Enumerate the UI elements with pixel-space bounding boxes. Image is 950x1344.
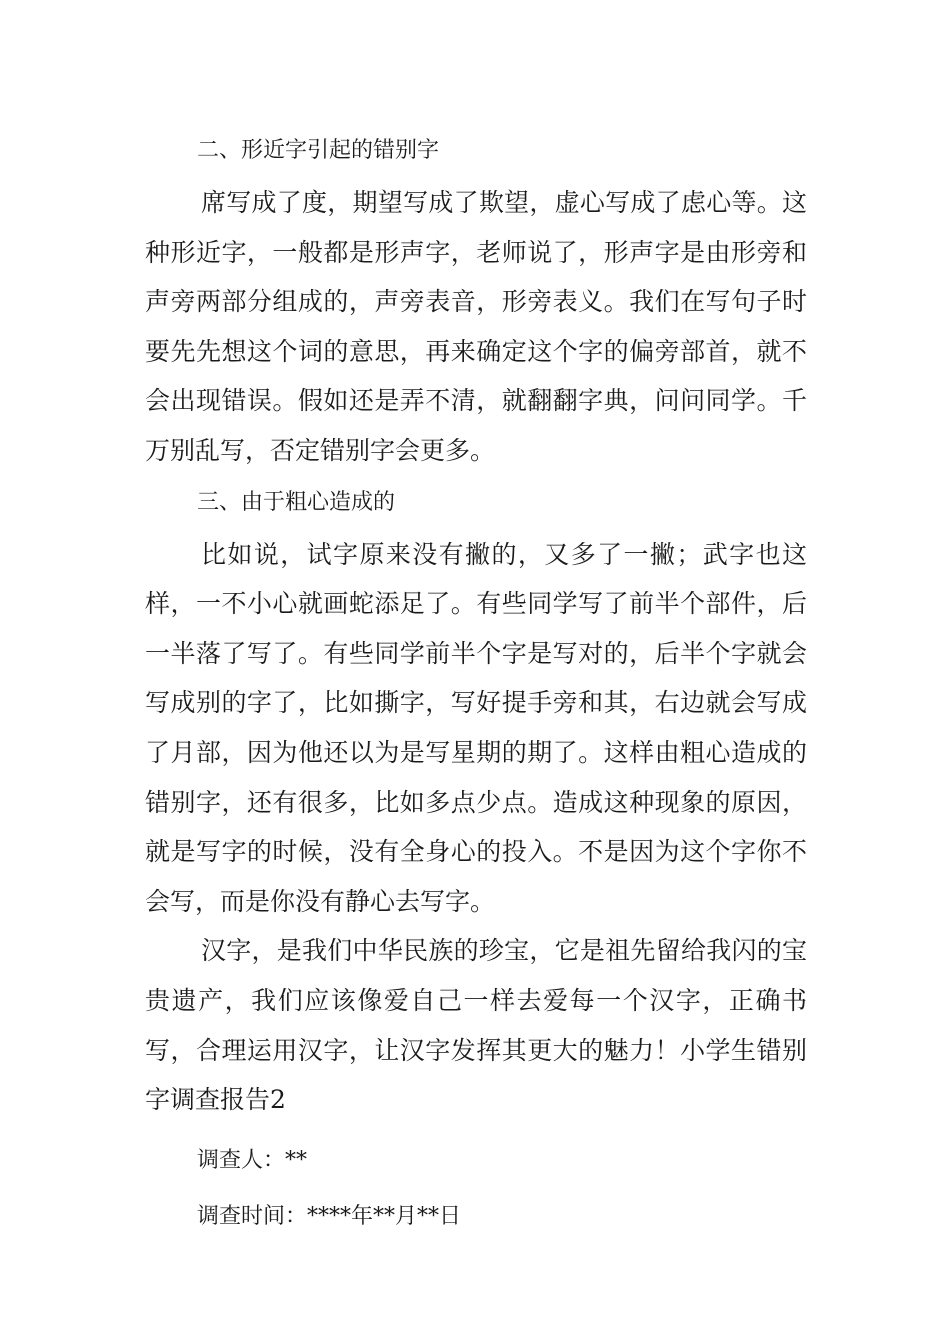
section2-paragraph: 席写成了度，期望写成了欺望，虚心写成了虑心等。这种形近字，一般都是形声字，老师说了，形声字是由形旁和声旁两部分组成的，声旁表音，形旁表义。我们在写句子时要先先想这个词的意思，再来确定这个字的偏旁部首，就不会出现错误。假如还是弄不清，就翻翻字典，问问同学。千万别乱写，否定错别字会更多。 — [145, 188, 807, 465]
section3-heading: 三、由于粗心造成的 — [197, 489, 396, 515]
conclusion-paragraph: 汉字，是我们中华民族的珍宝，它是祖先留给我闪的宝贵遗产，我们应该像爱自己一样去爱每一个汉字，正确书写，合理运用汉字，让汉字发挥其更大的魅力！小学生错别字调查报告2 — [145, 936, 807, 1115]
document-body — [145, 128, 807, 1245]
section3-paragraph: 比如说，试字原来没有撇的，又多了一撇；武字也这样，一不小心就画蛇添足了。有些同学写了前半个部件，后一半落了写了。有些同学前半个字是写对的，后半个字就会写成别的字了，比如撕字，写好提手旁和其，右边就会写成了月部，因为他还以为是写星期的期了。这样由粗心造成的错别字，还有很多，比如多点少点。造成这种现象的原因，就是写字的时候，没有全身心的投入。不是因为这个字你不会写，而是你没有静心去写字。 — [145, 539, 807, 916]
investigator-line: 调查人：** — [197, 1147, 308, 1173]
survey-time-line: 调查时间：****年**月**日 — [197, 1203, 462, 1229]
section2-heading: 二、形近字引起的错别字 — [197, 138, 440, 163]
spacer — [145, 1125, 807, 1133]
